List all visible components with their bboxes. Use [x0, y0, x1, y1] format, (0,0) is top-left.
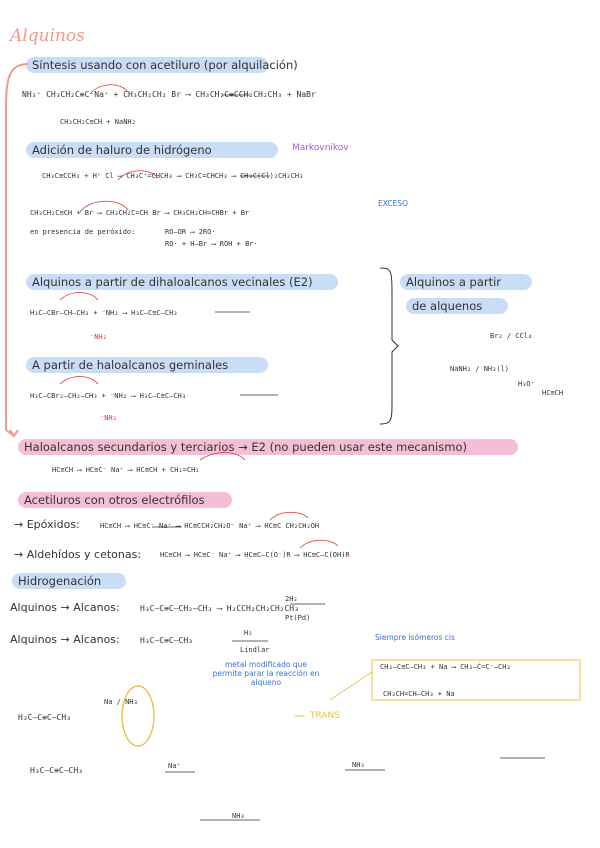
trans-reactant: H₃C–C≡C–CH₃ — [18, 713, 71, 722]
peroxido-step2: RO· + H–Br ⟶ ROH + Br· — [165, 240, 258, 248]
heading-sintesis: Síntesis usando con acetiluro (por alquilación) — [26, 57, 268, 73]
page-title: Alquinos — [10, 26, 85, 46]
na-nh3-circled: Na / NH₃ — [104, 698, 138, 706]
radical-box — [372, 660, 580, 700]
margin-bracket — [6, 64, 28, 436]
geminales-reagent: ⁻NH₂ — [100, 414, 117, 422]
hidro-eq2-label: Alquinos → Alcanos: — [10, 633, 120, 646]
dihalo-eq: H₃C–CBr–CH–CH₃ + ⁻NH₂ ⟶ H₃C–C≡C–CH₃ — [30, 309, 178, 317]
heading-dihalo: Alquinos a partir de dihaloalcanos vecinales (E2) — [26, 274, 338, 290]
alquenos-reagents: Br₂ / CCl₄ — [490, 332, 533, 340]
exceso-note: EXCESO — [378, 199, 408, 208]
heading-geminales: A partir de haloalcanos geminales — [26, 357, 268, 373]
radical-na: Na⁺ — [168, 762, 181, 770]
na-nh3-oval — [122, 686, 154, 746]
radical-box-line1: CH₃–C≡C–CH₃ + Na ⟶ CH₃–Ċ=C⁻–CH₃ — [380, 663, 511, 671]
aldehidos-label: → Aldehídos y cetonas: — [14, 548, 142, 561]
curved-arrow-3 — [80, 201, 128, 212]
final-nh3: NH₃ — [232, 812, 245, 820]
epoxidos-label: → Epóxidos: — [14, 518, 80, 531]
curved-arrow-8 — [300, 540, 338, 548]
alquenos-step2: NaNH₂ / NH₃(l) — [450, 365, 510, 373]
heading-haloalcanos: Haloalcanos secundarios y terciarios → E2 (no pueden usar este mecanismo) — [18, 439, 518, 455]
alquenos-product: HC≡CH — [542, 389, 564, 397]
markovnikov-label: Markovnikov — [292, 143, 349, 153]
peroxido-step1: RO–OR ⟶ 2RO· — [165, 228, 216, 236]
curved-arrow-6 — [200, 453, 245, 461]
heading-alquenos-1: Alquinos a partir — [400, 274, 532, 290]
heading-adicion: Adición de haluro de hidrógeno — [26, 142, 278, 158]
haloalcanos-eq: HC≡CH ⟶ HC≡C⁻ Na⁺ ⟶ HC≡CH + CH₂=CH₂ — [52, 466, 200, 474]
alquenos-brace — [380, 268, 398, 424]
radical-box-line2: CH₃CH=CH–CH₃ + Na — [383, 690, 455, 698]
curved-arrow-2 — [118, 171, 158, 180]
alquenos-h3o: H₃O⁺ — [518, 380, 535, 388]
aldehidos-eq: HC≡CH ⟶ HC≡C⁻ Na⁺ ⟶ HC≡C–C(O⁻)R ⟶ HC≡C–C(OH)R — [160, 551, 350, 559]
geminales-eq: H₃C–CBr₂–CH₂–CH₃ + ⁻NH₂ ⟶ H₃C–C≡C–CH₃ — [30, 392, 186, 400]
curved-arrow-5 — [60, 377, 98, 385]
hidro-eq2: H₃C–C≡C–CH₃ — [140, 636, 193, 645]
radical-step1: H₃C–C≡C–CH₃ — [30, 766, 83, 775]
curved-arrow-4 — [60, 293, 98, 301]
curved-arrow-1 — [90, 85, 128, 94]
dihalo-reagent: ⁻NH₂ — [90, 333, 107, 341]
heading-hidrogenacion: Hidrogenación — [12, 573, 126, 589]
peroxido-label: en presencia de peróxido: — [30, 228, 136, 236]
trans-label: TRANS — [310, 711, 340, 721]
heading-alquenos-2: de alquenos — [406, 298, 508, 314]
radical-link — [330, 672, 372, 700]
hidro-eq1-reagent-top: 2H₂ — [285, 595, 298, 603]
adicion-eq2: CH₃CH₂C≡CH + Br ⟶ CH₃CH₂C=CH Br ⟶ CH₃CH₂CH=CHBr + Br — [30, 209, 250, 217]
epoxidos-eq: HC≡CH ⟶ HC≡C⁻ Na⁺ ⟶ HC≡CCH₂CH₂O⁻ Na⁺ ⟶ HC≡C CH₂CH₂OH — [100, 522, 320, 530]
siempre-cis-note: Siempre isómeros cis — [375, 633, 455, 642]
adicion-eq1: CH₃C≡CCH₃ + H⁺ Cl ⟶ CH₃C⁺=CHCH₃ ⟶ CH₃C=CHCH₃ ⟶ CH₃C(Cl)₂CH₂CH₃ — [42, 172, 304, 180]
curved-arrow-7 — [270, 512, 308, 520]
heading-electrofilos: Acetiluros con otros electrófilos — [18, 492, 232, 508]
hidro-eq1-label: Alquinos → Alcanos: — [10, 601, 120, 614]
sintesis-eq2: CH₃CH₂C≡CH + NaNH₂ — [60, 118, 136, 126]
lindlar-note: metal modificado que permite parar la reacción en alqueno — [212, 660, 320, 687]
hidro-eq1-reagent-mid: Pt(Pd) — [285, 614, 311, 622]
hidro-eq2-reagent-top: H₂ — [244, 629, 253, 637]
hidro-eq1: H₃C–C≡C–CH₂–CH₃ ⟶ H₃CCH₂CH₂CH₂CH₃ — [140, 604, 299, 613]
sintesis-eq1: NH₃⁺ CH₃CH₂C≡C⁻Na⁺ + CH₃CH₂CH₂ Br ⟶ CH₃CH₂C≡CCH₂CH₂CH₃ + NaBr — [22, 90, 316, 99]
hidro-eq2-reagent-bot: Lindlar — [240, 646, 270, 654]
radical-nh3: NH₃ — [352, 761, 365, 769]
